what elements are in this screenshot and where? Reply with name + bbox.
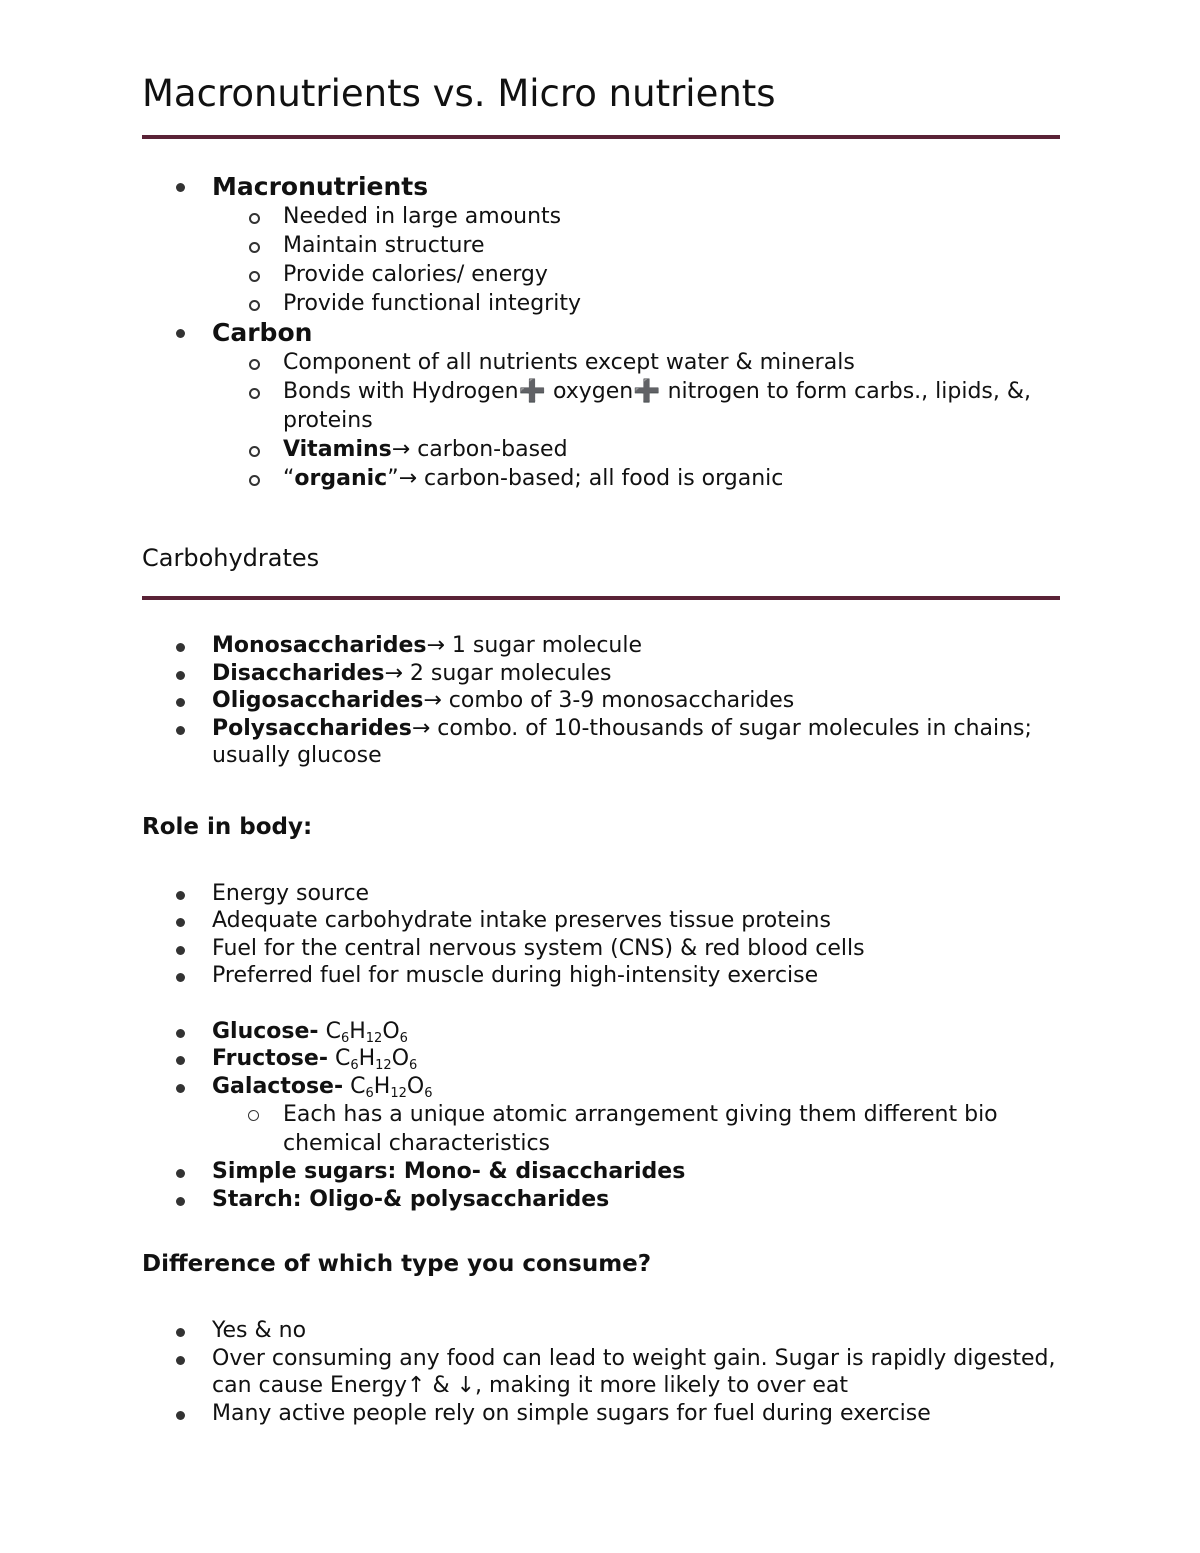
list-item: Energy source [142,880,1060,908]
list-item: Over consuming any food can lead to weight gain. Sugar is rapidly digested, can cause Energy↑ & ↓, making it more likely to over eat [142,1345,1060,1400]
desc: → combo of 3-9 monosaccharides [423,688,795,713]
term: Oligosaccharides [212,688,424,713]
vitamins-term: Vitamins [283,437,392,462]
document-content [142,70,1060,1427]
list-item: Bonds with Hydrogen➕ oxygen➕ nitrogen to form carbs., lipids, &, proteins [142,377,1060,435]
list-item [142,1158,1060,1186]
list-item [142,715,1060,770]
list-item [142,1018,1060,1046]
desc: → combo. of 10-thousands of sugar molecules in chains; usually glucose [212,715,1032,768]
carbon-sublist [212,348,1060,493]
chemical-formula: $C_6H_{12}O_6$ [350,1073,433,1101]
open-quote: “ [283,466,295,491]
list-item [142,435,1060,464]
sugars-list [142,1018,1060,1214]
chemical-formula: $C_6H_{12}O_6$ [334,1046,418,1073]
list-item: Provide functional integrity [142,289,1060,318]
list-item [142,464,1060,493]
carbon-item [142,318,1060,493]
term: Monosaccharides [212,633,427,658]
page-title: Macronutrients vs. Micro nutrients [142,72,776,115]
starch-text: Starch: Oligo-& polysaccharides [212,1186,610,1212]
list-item [142,1045,1060,1073]
carbohydrates-rule [142,596,1060,600]
vitamins-desc: → carbon-based [391,437,568,462]
macronutrients-item [142,172,1060,318]
carbohydrates-title: Carbohydrates [142,544,320,572]
desc: → 1 sugar molecule [426,633,642,658]
list-item [142,632,1060,660]
organic-term: organic [294,466,388,491]
organic-desc: ”→ carbon-based; all food is organic [387,466,784,491]
desc: → 2 sugar molecules [384,660,612,686]
list-item: Yes & no [142,1317,1060,1345]
macro-list [142,172,1060,493]
macronutrients-label: Macronutrients [212,172,429,201]
list-item [142,660,1060,688]
role-heading: Role in body: [142,813,313,840]
title-rule [142,135,1060,139]
list-item [142,1073,1060,1159]
list-item: Adequate carbohydrate intake preserves tissue proteins [142,907,1060,935]
list-item [142,687,1060,715]
macronutrients-sublist [212,202,1060,318]
sugar-name: Fructose- [212,1046,328,1071]
term: Disaccharides [212,660,385,686]
list-item: Component of all nutrients except water & minerals [142,348,1060,377]
list-item: Maintain structure [142,231,1060,260]
list-item: Preferred fuel for muscle during high-intensity exercise [142,962,1060,990]
sugar-name: Glucose- [212,1018,319,1044]
list-item: Needed in large amounts [142,202,1060,231]
simple-sugars-text: Simple sugars: Mono- & disaccharides [212,1159,686,1184]
role-list [142,880,1060,990]
list-item: Provide calories/ energy [142,260,1060,289]
carbohydrates-list [142,632,1060,770]
sugar-name: Galactose- [212,1073,344,1099]
galactose-sublist [212,1100,1060,1158]
list-item [142,1186,1060,1214]
term: Polysaccharides [212,715,412,741]
list-item: Each has a unique atomic arrangement giving them different bio chemical characteristics [142,1100,1060,1158]
difference-list [142,1317,1060,1427]
list-item: Fuel for the central nervous system (CNS) & red blood cells [142,935,1060,963]
list-item: Many active people rely on simple sugars for fuel during exercise [142,1400,1060,1428]
carbon-label: Carbon [212,318,313,347]
chemical-formula: $C_6H_{12}O_6$ [325,1018,408,1046]
difference-heading: Difference of which type you consume? [142,1251,652,1277]
